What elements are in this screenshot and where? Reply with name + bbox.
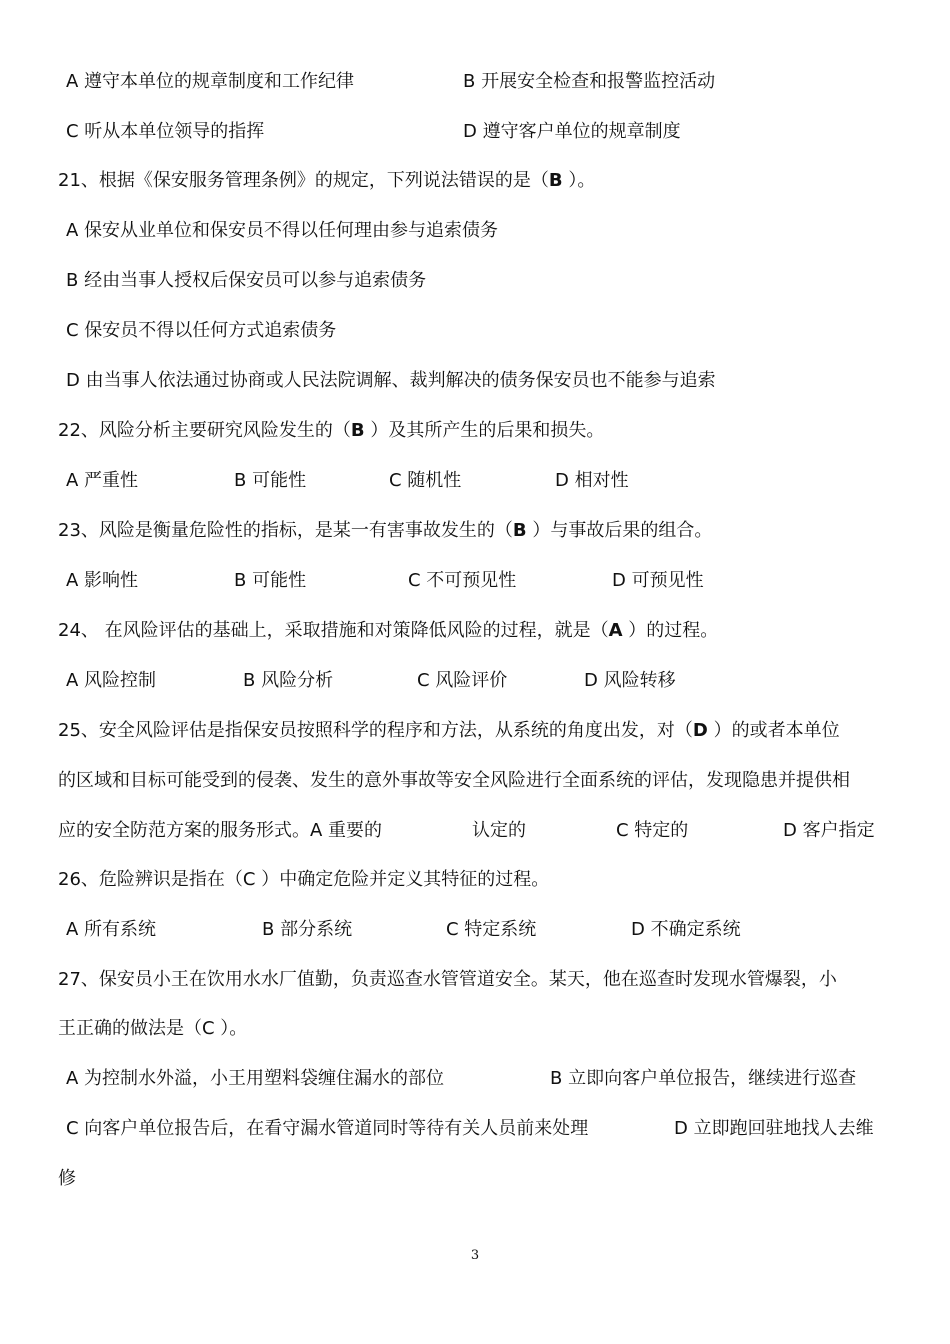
q23-options — [66, 556, 892, 606]
option-c: C 随机性 — [389, 470, 462, 491]
q22-options — [66, 456, 892, 506]
question-23: 23、风险是衡量危险性的指标，是某一有害事故发生的（B ）与事故后果的组合。 — [58, 520, 713, 541]
option-b: B 风险分析 — [243, 670, 334, 691]
question-27-cont: 王正确的做法是（C ）。 — [58, 1018, 248, 1039]
q27-options-row1 — [66, 1054, 892, 1104]
option-d: D 不确定系统 — [631, 919, 741, 940]
option-a: A 影响性 — [66, 570, 139, 591]
q21-option-b: B 经由当事人授权后保安员可以参与追索债务 — [66, 270, 427, 291]
option-d: D 相对性 — [555, 470, 629, 491]
q27-option-d-cont: 修 — [58, 1168, 76, 1189]
question-24: 24、 在风险评估的基础上，采取措施和对策降低风险的过程，就是（A ）的过程。 — [58, 620, 719, 641]
option-b: B 开展安全检查和报警监控活动 — [463, 71, 716, 92]
answer: D — [692, 720, 708, 741]
q21-option-a: A 保安从业单位和保安员不得以任何理由参与追索债务 — [66, 220, 499, 241]
question-21: 21、根据《保安服务管理条例》的规定，下列说法错误的是（B ）。 — [58, 170, 596, 191]
question-22: 22、风险分析主要研究风险发生的（B ）及其所产生的后果和损失。 — [58, 420, 605, 441]
option-b: B 立即向客户单位报告，继续进行巡查 — [550, 1068, 857, 1089]
option-a: A 为控制水外溢，小王用塑料袋缠住漏水的部位 — [66, 1068, 445, 1089]
question-27: 27、保安员小王在饮用水水厂值勤，负责巡查水管管道安全。某天，他在巡查时发现水管爆裂，小 — [58, 969, 837, 990]
option-a: A 所有系统 — [66, 919, 157, 940]
q20-options-row1 — [66, 57, 892, 107]
option-c: C 不可预见性 — [408, 570, 517, 591]
q26-options — [66, 905, 892, 955]
option-a: 应的安全防范方案的服务形式。A 重要的 — [58, 820, 383, 841]
option-a: A 严重性 — [66, 470, 139, 491]
q27-options-row2 — [66, 1104, 892, 1154]
answer: C — [202, 1018, 215, 1039]
option-c: C 特定的 — [616, 820, 689, 841]
q20-options-row2 — [66, 107, 892, 157]
option-c: C 特定系统 — [446, 919, 537, 940]
page-number: 3 — [470, 1248, 480, 1263]
option-a: A 遵守本单位的规章制度和工作纪律 — [66, 71, 355, 92]
answer: B — [548, 170, 563, 191]
option-d: D 立即跑回驻地找人去维 — [674, 1118, 874, 1139]
answer: C — [242, 869, 256, 890]
option-b: 认定的 — [472, 820, 526, 841]
question-26: 26、危险辨识是指在（C ）中确定危险并定义其特征的过程。 — [58, 869, 550, 890]
q21-option-c: C 保安员不得以任何方式追索债务 — [66, 320, 337, 341]
option-d: D 客户指定 — [783, 820, 875, 841]
option-d: D 风险转移 — [584, 670, 676, 691]
option-a: A 风险控制 — [66, 670, 157, 691]
answer: A — [608, 620, 623, 641]
option-c: C 向客户单位报告后，在看守漏水管道同时等待有关人员前来处理 — [66, 1118, 589, 1139]
option-c: C 风险评价 — [417, 670, 508, 691]
option-c: C 听从本单位领导的指挥 — [66, 121, 265, 142]
option-d: D 可预见性 — [612, 570, 704, 591]
option-b: B 部分系统 — [262, 919, 353, 940]
q24-options — [66, 656, 892, 706]
question-25-cont: 的区域和目标可能受到的侵袭、发生的意外事故等安全风险进行全面系统的评估，发现隐患并提供相 — [58, 770, 850, 791]
option-d: D 遵守客户单位的规章制度 — [463, 121, 681, 142]
question-25-options — [58, 806, 892, 856]
option-b: B 可能性 — [234, 470, 307, 491]
option-b: B 可能性 — [234, 570, 307, 591]
question-25: 25、安全风险评估是指保安员按照科学的程序和方法，从系统的角度出发，对（D ）的或者本单位 — [58, 720, 840, 741]
answer: B — [350, 420, 365, 441]
q21-option-d: D 由当事人依法通过协商或人民法院调解、裁判解决的债务保安员也不能参与追索 — [66, 370, 716, 391]
answer: B — [512, 520, 527, 541]
